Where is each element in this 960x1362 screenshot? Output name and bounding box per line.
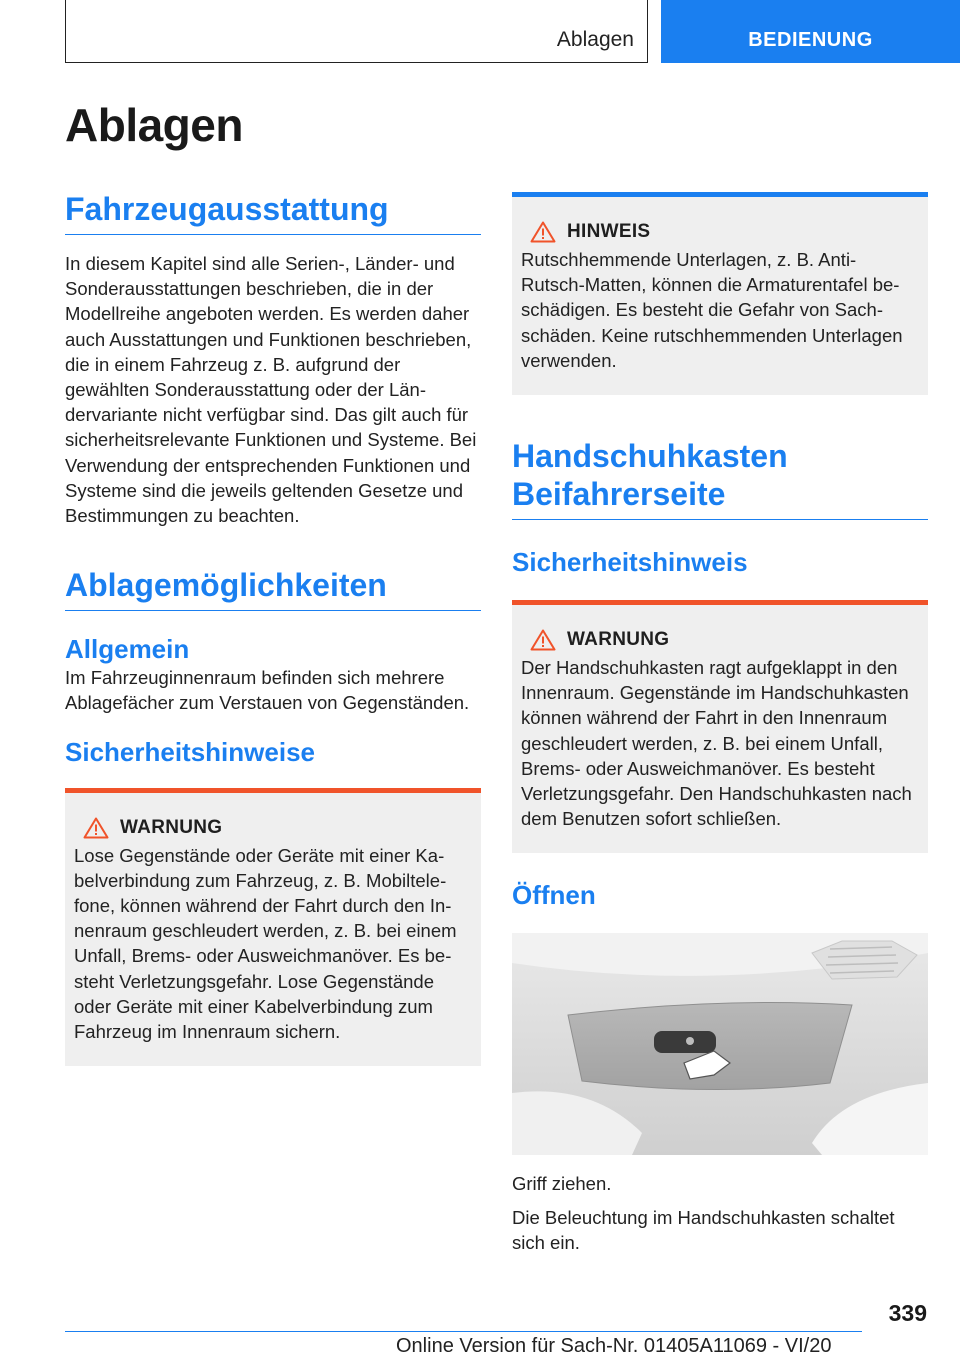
warning-box-left xyxy=(65,788,481,1067)
notice-box-header xyxy=(521,221,919,243)
left-column xyxy=(65,190,481,1066)
heading-oeffnen: Öffnen xyxy=(512,880,596,911)
warning-box-header xyxy=(74,817,472,839)
paragraph-griff: Griff ziehen. xyxy=(512,1173,612,1195)
heading-ablagemoeglichkeiten: Ablagemöglichkeiten xyxy=(65,566,481,611)
header-section-label: Ablagen xyxy=(556,28,634,51)
right-column xyxy=(512,192,928,1255)
page-title: Ablagen xyxy=(65,99,243,151)
heading-sicherheitshinweis: Sicherheitshinweis xyxy=(512,547,748,578)
heading-sicherheitshinweise: Sicherheitshinweise xyxy=(65,736,315,767)
heading-fahrzeugausstattung: Fahrzeugausstattung xyxy=(65,190,481,235)
notice-title: HINWEIS xyxy=(567,221,651,242)
warning-box-right xyxy=(512,600,928,853)
warning-box-header xyxy=(521,629,919,651)
footer-divider xyxy=(65,1331,862,1332)
paragraph-fahrzeugausstattung: In diesem Kapitel sind alle Serien-, Länder- und Sonderausstattungen beschrieben, die in der Modellreihe angeboten werden. Es werden daher auch Ausstattungen und Funktionen beschrieben, die in einem Fahrzeug z. B. aufgrund der gewählten Sonderausstattung oder der Ländervariante nicht verfügbar sind. Das gilt auch für sicherheitsrelevante Funktionen und Systeme. Bei Verwendung der entsprechenden Funktionen und Systeme sind die jeweils geltenden Gesetze und Bestimmungen zu beachten. xyxy=(65,253,477,527)
header-chapter-tab: BEDIENUNG xyxy=(661,0,960,63)
warning-triangle-icon xyxy=(83,817,109,839)
glovebox-photo xyxy=(512,933,928,1155)
notice-text: Rutschhemmende Unterlagen, z. B. Anti-Rutsch-Matten, können die Armaturentafel beschädigen. Es besteht die Gefahr von Sachschäden. Keine rutschhemmenden Unterlagen verwenden. xyxy=(521,249,903,371)
footer-online-version: Online Version für Sach-Nr. 01405A11069 - VI/20 xyxy=(396,1335,832,1357)
warning-text: Lose Gegenstände oder Geräte mit einer Kabelverbindung zum Fahrzeug, z. B. Mobiltelefone, können während der Fahrt durch den Innenraum geschleudert werden, z. B. bei einem Unfall, Brems- oder Ausweichmanöver. Es besteht Verletzungsgefahr. Lose Gegenstände oder Geräte mit einer Kabelverbindung zum Fahrzeug im Innenraum sichern. xyxy=(74,844,457,1043)
warning-text: Der Handschuhkasten ragt aufgeklappt in den Innenraum. Gegenstände im Handschuhkasten können während der Fahrt in den Innenraum geschleudert werden, z. B. bei einem Unfall, Brems- oder Ausweichmanöver. Es besteht Verletzungsgefahr. Den Handschuhkasten nach dem Benutzen sofort schließen. xyxy=(521,657,912,830)
warning-title: WARNUNG xyxy=(567,629,670,651)
warning-title: WARNUNG xyxy=(120,816,223,838)
notice-box xyxy=(512,192,928,395)
paragraph-beleuchtung: Die Beleuchtung im Handschuhkasten schaltet sich ein. xyxy=(512,1206,895,1253)
heading-handschuhkasten: Handschuhkasten Beifahrerseite xyxy=(512,437,928,520)
warning-triangle-icon xyxy=(530,221,556,243)
page-number: 339 xyxy=(888,1300,927,1326)
heading-allgemein: Allgemein xyxy=(65,634,190,665)
paragraph-allgemein: Im Fahrzeuginnenraum befinden sich mehrere Ablagefächer zum Verstauen von Gegenständen. xyxy=(65,667,470,714)
warning-triangle-icon xyxy=(530,629,556,651)
